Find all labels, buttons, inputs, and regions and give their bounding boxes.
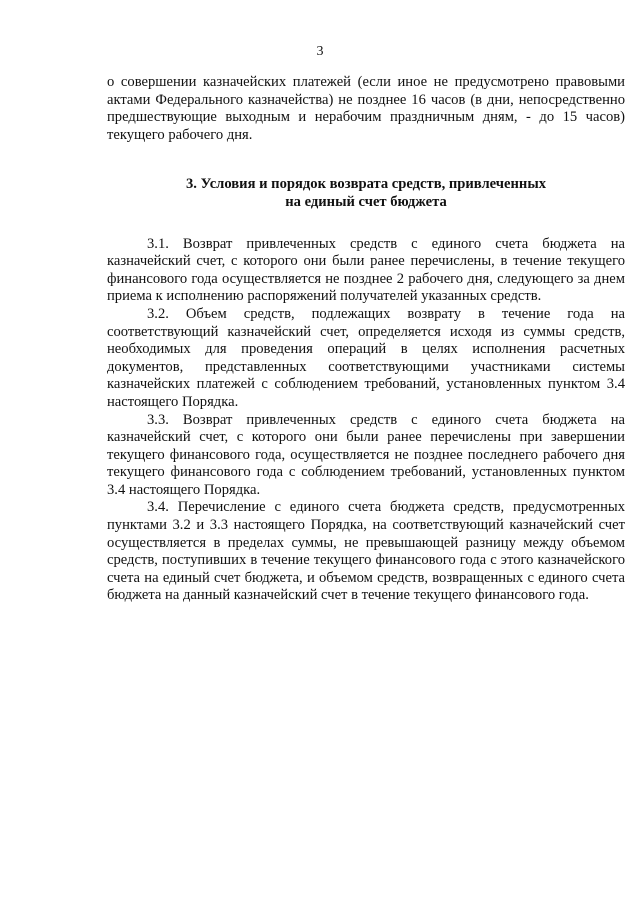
section-title-line-2: на единый счет бюджета <box>285 193 447 210</box>
page-body <box>107 74 625 605</box>
paragraph-3-4: 3.4. Перечисление с единого счета бюджета средств, предусмотренных пунктами 3.2 и 3.3 настоящего Порядка, на соответствующий казначейский счет осуществляется в пределах суммы, не превышающей разницу между объемом средств, поступивших в течение текущего финансового года с этого казначейского счета на единый счет бюджета, и объемом средств, возвращенных с единого счета бюджета на данный казначейский счет в течение текущего финансового года. <box>107 499 625 604</box>
section-heading <box>107 176 625 211</box>
page-number: 3 <box>316 44 324 59</box>
paragraph-3-1: 3.1. Возврат привлеченных средств с единого счета бюджета на казначейский счет, с которого они были ранее перечислены, в течение текущего финансового года осуществляется не позднее 2 рабочего дня, следующего за днем приема к исполнению распоряжений получателей указанных средств. <box>107 235 625 305</box>
intro-paragraph: о совершении казначейских платежей (если иное не предусмотрено правовыми актами Федерального казначейства) не позднее 16 часов (в дни, непосредственно предшествующие выходным и нерабочим праздничным дням, - до 15 часов) текущего рабочего дня. <box>107 74 625 143</box>
paragraph-3-2: 3.2. Объем средств, подлежащих возврату в течение года на соответствующий казначейский счет, определяется исходя из суммы средств, необходимых для проведения операций в целях исполнения расчетных документов, представленных соответствующими участниками системы казначейских платежей с соблюдением требований, установленных пунктом 3.4 настоящего Порядка. <box>107 305 625 410</box>
section-title-line-1: 3. Условия и порядок возврата средств, привлеченных <box>185 176 547 193</box>
paragraph-3-3: 3.3. Возврат привлеченных средств с единого счета бюджета на казначейский счет, с которого они были ранее перечислены при завершении текущего финансового года, осуществляется не позднее последнего рабочего дня текущего финансового года с соблюдением требований, установленных пунктом 3.4 настоящего Порядка. <box>107 411 625 498</box>
